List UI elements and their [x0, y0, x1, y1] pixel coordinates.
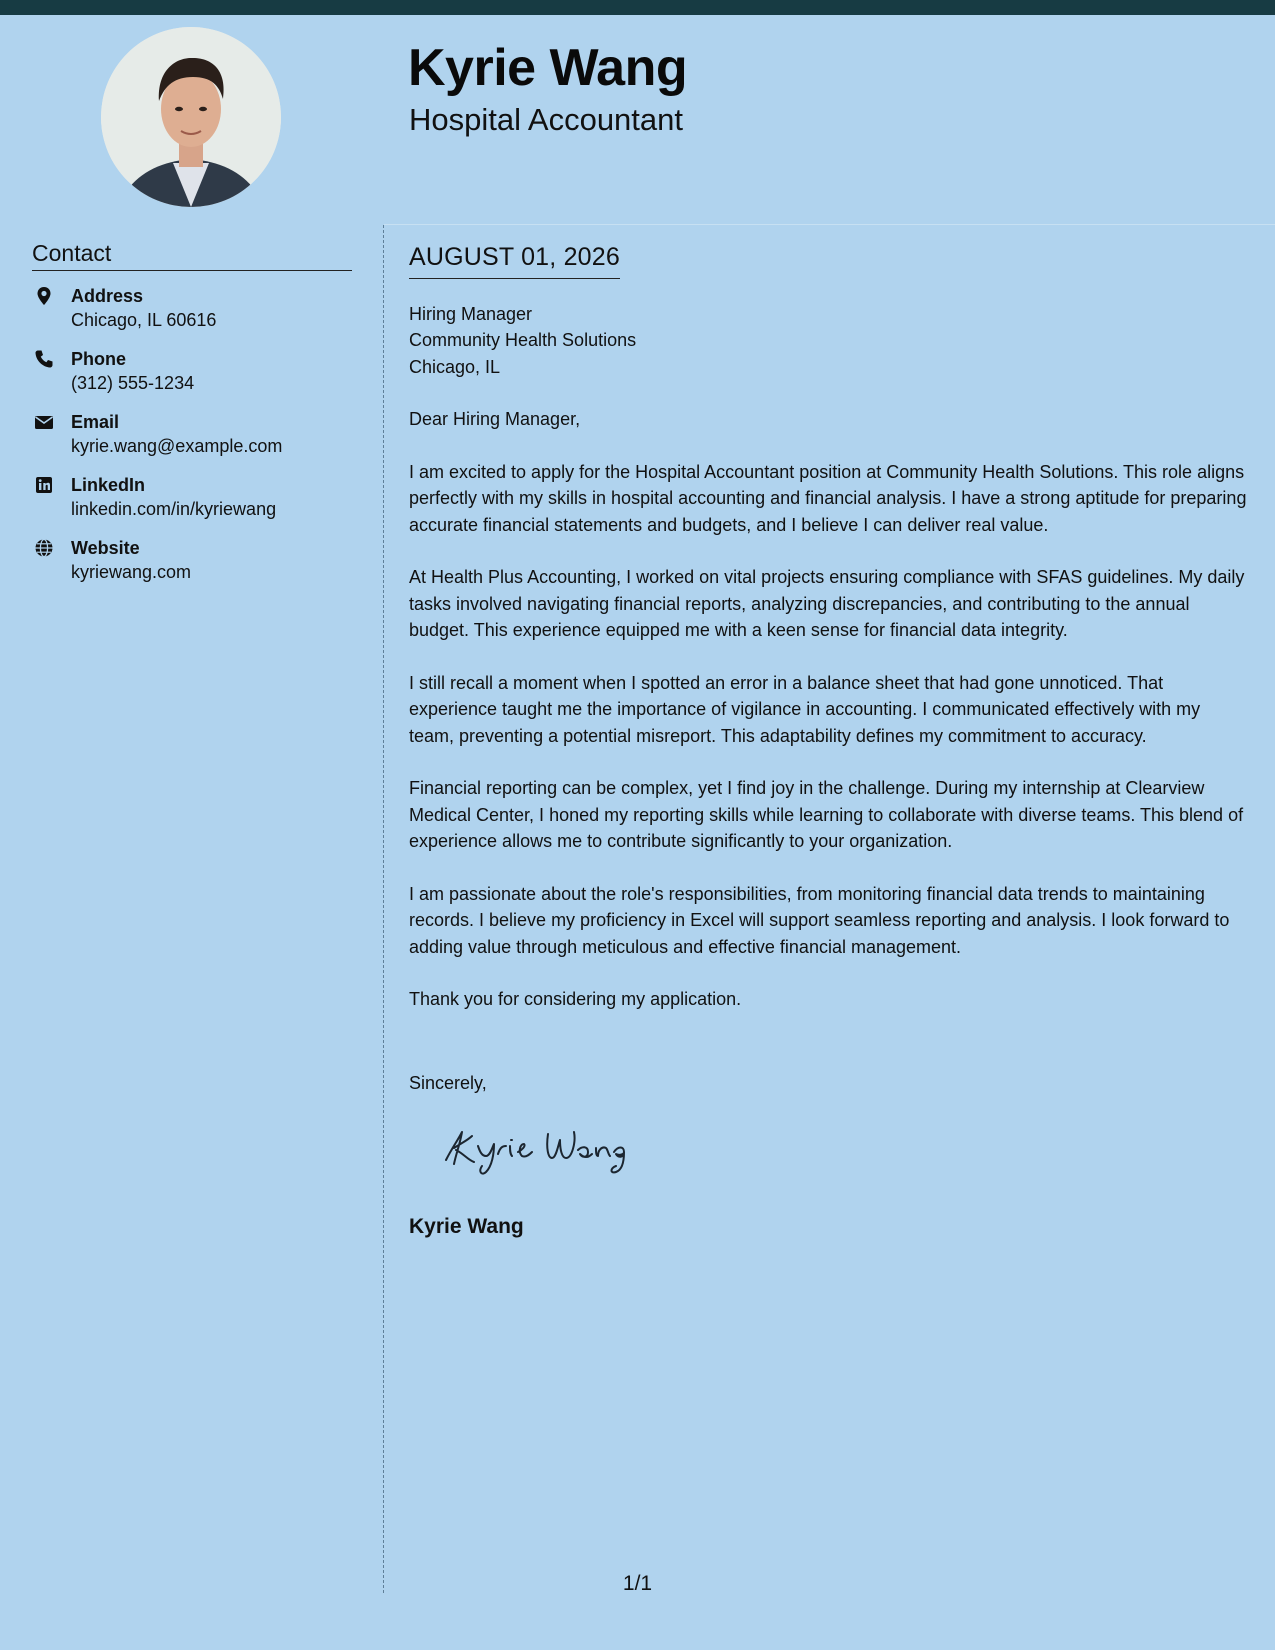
profile-photo: [101, 27, 281, 207]
salutation: Dear Hiring Manager,: [409, 409, 581, 429]
letter-paragraph: At Health Plus Accounting, I worked on vital projects ensuring compliance with SFAS guidelines. My daily tasks involved navigating financial reports, analyzing discrepancies, and contributing to the annual budget. This experience equipped me with a keen sense for financial data integrity.: [409, 567, 1245, 640]
recipient-line: Chicago, IL: [409, 356, 501, 377]
page-number: 1/1: [622, 1572, 653, 1595]
recipient-block: [409, 301, 1249, 381]
contact-label: Phone: [71, 349, 127, 370]
letter-body: [409, 244, 1249, 1013]
contact-item-phone: [32, 347, 352, 410]
contact-value: Chicago, IL 60616: [71, 310, 217, 331]
contact-item-address: [32, 284, 352, 347]
contact-item-email: [32, 410, 352, 473]
signed-name: Kyrie Wang: [409, 1215, 524, 1238]
header-divider: [384, 224, 1275, 225]
column-divider: [383, 225, 384, 1593]
contact-label: Website: [71, 538, 140, 559]
letter-paragraph: I am passionate about the role's responsibilities, from monitoring financial data trends to maintaining records. I believe my proficiency in Excel will support seamless reporting and analysis. I look forward to adding value through meticulous and effective financial management.: [409, 883, 1230, 957]
applicant-title: Hospital Accountant: [409, 102, 684, 137]
letter-paragraph: Financial reporting can be complex, yet I find joy in the challenge. During my internship at Clearview Medical Center, I honed my reporting skills while learning to collaborate with diverse teams. This blend of experience allows me to contribute significantly to your organization.: [409, 778, 1244, 851]
letter-paragraph: I am excited to apply for the Hospital Accountant position at Community Health Solutions. This role aligns perfectly with my skills in hospital accounting and financial analysis. I have a strong aptitude for preparing accurate financial statements and budgets, and I believe I can deliver real value.: [409, 461, 1247, 535]
letter-paragraph: Thank you for considering my application.: [409, 989, 742, 1009]
letter-paragraph: I still recall a moment when I spotted an error in a balance sheet that had gone unnoticed. That experience taught me the importance of vigilance in accounting. I communicated effectively with my team, preventing a potential misreport. This adaptability defines my commitment to accuracy.: [409, 672, 1201, 746]
contact-heading: Contact: [32, 241, 352, 271]
contact-list: [32, 284, 352, 599]
contact-value: kyriewang.com: [71, 562, 192, 583]
envelope-icon: [34, 412, 54, 432]
contact-label: Email: [71, 412, 120, 433]
contact-label: Address: [71, 286, 144, 307]
top-accent-bar: [0, 0, 1275, 15]
contact-value: (312) 555-1234: [71, 373, 195, 394]
globe-icon: [34, 538, 54, 558]
linkedin-icon: [34, 475, 54, 495]
letter-date: AUGUST 01, 2026: [409, 244, 620, 279]
handwritten-signature: [438, 1118, 648, 1178]
recipient-line: Community Health Solutions: [409, 330, 637, 350]
phone-icon: [34, 349, 54, 369]
applicant-name: Kyrie Wang: [408, 39, 688, 97]
contact-item-website: [32, 536, 352, 599]
recipient-line: Hiring Manager: [409, 303, 533, 324]
contact-value: kyrie.wang@example.com: [71, 436, 283, 457]
closing: Sincerely,: [409, 1073, 487, 1093]
contact-label: LinkedIn: [71, 475, 146, 496]
map-pin-icon: [34, 286, 54, 306]
contact-value: linkedin.com/in/kyriewang: [71, 499, 277, 520]
contact-sidebar: [32, 241, 352, 599]
contact-item-linkedin: [32, 473, 352, 536]
